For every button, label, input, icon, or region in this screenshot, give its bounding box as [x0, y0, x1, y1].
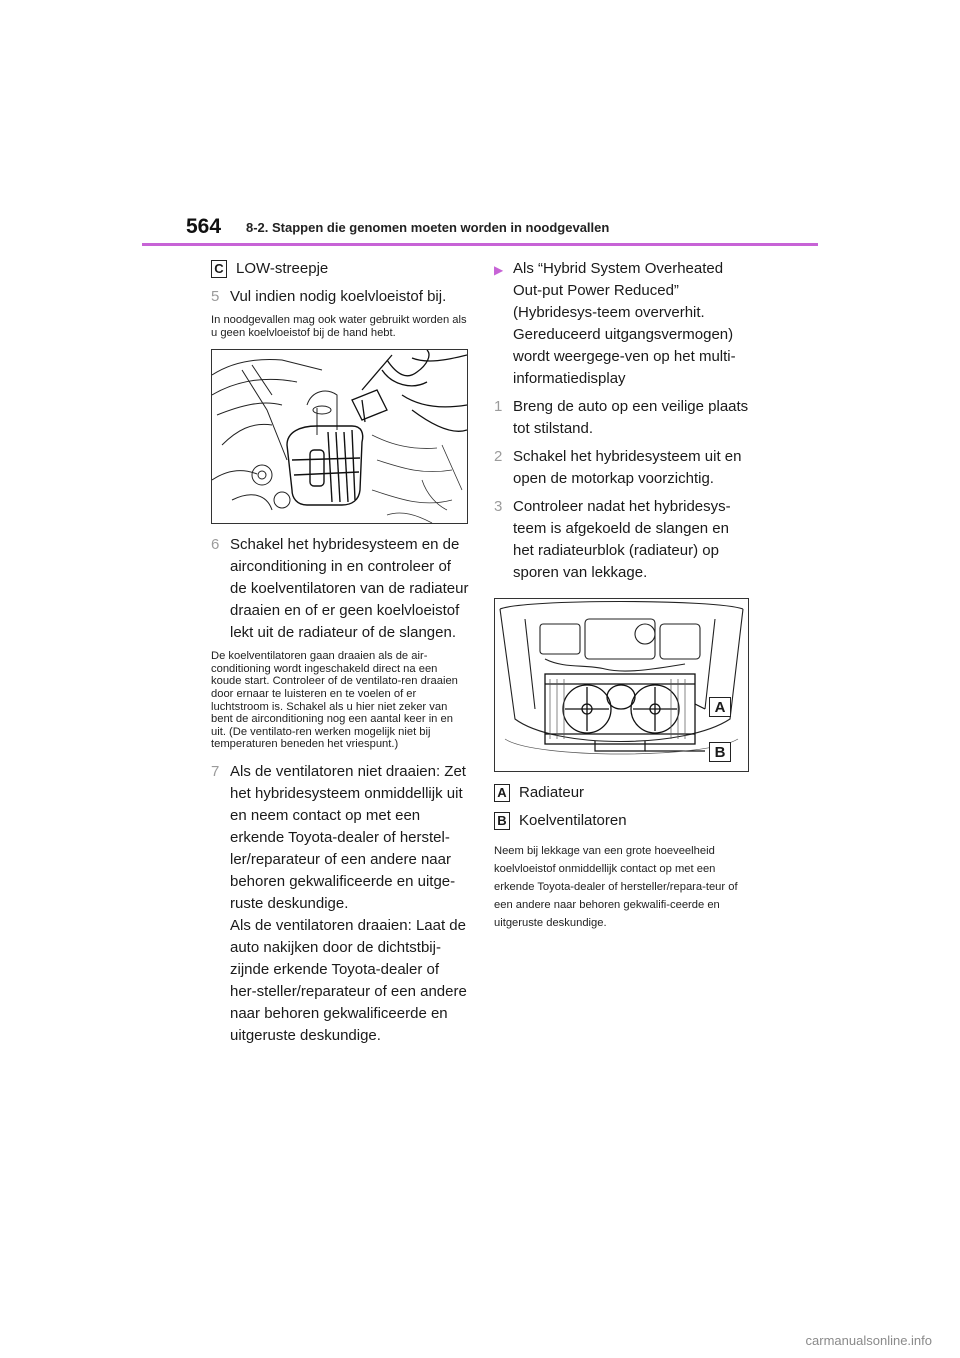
step-6: [211, 534, 469, 644]
engine-bay-illustration: [494, 598, 749, 772]
step-number: 3: [494, 498, 503, 515]
step-3: [494, 496, 752, 584]
legend-a-text: Radiateur: [519, 784, 585, 801]
step-number: 1: [494, 398, 503, 415]
step-number: 7: [211, 762, 220, 780]
step-7-text-a: Als de ventilatoren niet draaien: Zet het hybridesysteem onmiddellijk uit en neem contact op met een erkende Toyota-dealer of herstel-ler/reparateur of een andere naar behoren gekwalificeerde en uitge-ruste deskundige.: [230, 762, 466, 912]
step-number: 6: [211, 536, 220, 554]
label-c-text: LOW-streepje: [236, 260, 329, 277]
legend-b-text: Koelventilatoren: [519, 812, 627, 829]
step-number: 5: [211, 288, 220, 305]
legend-a: [494, 782, 752, 804]
legend-b: [494, 810, 752, 832]
step-1: [494, 396, 752, 440]
figure-label-b: B: [709, 742, 731, 762]
page-number: 564: [186, 215, 222, 238]
bullet-text: Als “Hybrid System Overheated Out-put Power Reduced” (Hybridesys-teem oververhit. Gereduceerd uitgangsvermogen) wordt weergege-ven op het multi-informatiedisplay: [513, 260, 736, 387]
coolant-reservoir-illustration: [211, 349, 468, 524]
note-water: In noodgevallen mag ook water gebruikt worden als u geen koelvloeistof bij de hand hebt.: [211, 314, 467, 339]
legend-a-box: A: [494, 784, 510, 802]
note-fans: De koelventilatoren gaan draaien als de air-conditioning wordt ingeschakeld direct na een koude start. Controleer of de ventilato-ren draaien door ernaar te luisteren en te voelen of er luchtstroom is. Schakel als u hier niet zeker van bent de airconditioning nog een aantal keer in en uit. (De ventilato-ren werken mogelijk niet bij temperaturen beneden het vriespunt.): [211, 650, 458, 751]
section-title: 8-2. Stappen die genomen moeten worden in noodgevallen: [246, 220, 610, 235]
figure-label-a: A: [709, 697, 731, 717]
triangle-bullet-icon: ▶: [494, 263, 504, 277]
label-c-box: C: [211, 260, 227, 278]
right-column: [494, 258, 752, 932]
step-2: [494, 446, 752, 490]
step-text: Schakel het hybridesysteem en de airconditioning in en controleer of de koelventilatoren van de radiateur draaien en of er geen koelvloeistof lekt uit de radiateur of de slangen.: [230, 536, 469, 642]
step-text: Breng de auto op een veilige plaats tot stilstand.: [513, 398, 749, 437]
step-text: Controleer nadat het hybridesys-teem is afgekoeld de slangen en het radiateurblok (radiateur) op sporen van lekkage.: [513, 498, 731, 581]
legend-b-box: B: [494, 812, 510, 830]
step-5: [211, 286, 469, 308]
label-c-line: [211, 258, 469, 280]
step-number: 2: [494, 448, 503, 465]
note-leak: Neem bij lekkage van een grote hoeveelheid koelvloeistof onmiddellijk contact op met een erkende Toyota-dealer of hersteller/repara-teur of een andere naar behoren gekwalifi-ceerde en uitgeruste deskundige.: [494, 845, 738, 929]
coolant-reservoir-drawing: [212, 350, 467, 523]
step-text: Schakel het hybridesysteem uit en open de motorkap voorzichtig.: [513, 448, 742, 487]
overheat-bullet: [494, 258, 752, 390]
left-column: [211, 258, 469, 1053]
page-header: [0, 0, 960, 250]
step-text: Vul indien nodig koelvloeistof bij.: [230, 288, 447, 305]
header-divider: [142, 243, 818, 246]
step-7-text-b: Als de ventilatoren draaien: Laat de auto nakijken door de dichtstbij-zijnde erkende Toyota-dealer of her-steller/reparateur of een andere naar behoren gekwalificeerde en uitgeruste deskundige.: [230, 916, 467, 1044]
watermark: carmanualsonline.info: [805, 1333, 932, 1348]
step-7: [211, 761, 469, 1047]
